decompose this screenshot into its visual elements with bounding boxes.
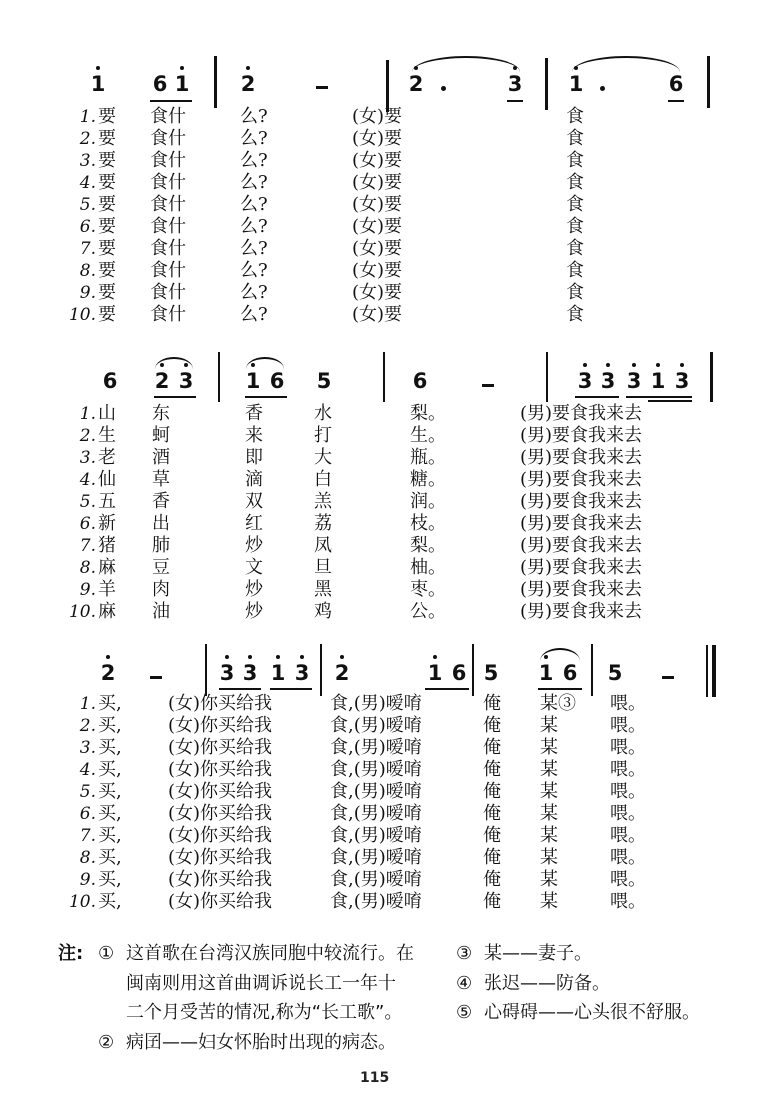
note: 3 bbox=[217, 661, 237, 685]
verse-number: 10. bbox=[68, 602, 96, 622]
lyric-c1: 买, bbox=[98, 781, 122, 802]
lyric-c5: 公。 bbox=[410, 601, 446, 622]
footnote-3: 某——妻子。 bbox=[484, 943, 592, 964]
lyric-c5: 食 bbox=[566, 128, 584, 149]
verse-number: 2. bbox=[79, 426, 96, 446]
lyric-c4: 俺 bbox=[483, 781, 501, 802]
note: 5 bbox=[483, 661, 499, 685]
lyric-c1: 买, bbox=[98, 715, 122, 736]
lyric-c1: 买, bbox=[98, 737, 122, 758]
verse-number: 1. bbox=[79, 107, 96, 127]
footnote-1-line-2: 闽南则用这首曲调诉说长工一年十 bbox=[126, 973, 396, 994]
note: 6 bbox=[269, 369, 285, 393]
lyric-c1: 要 bbox=[98, 150, 116, 171]
underline-beam bbox=[538, 688, 582, 690]
lyric-c4: 凤 bbox=[314, 535, 332, 556]
lyric-c5: 某 bbox=[540, 869, 558, 890]
underline-beam bbox=[154, 396, 196, 398]
verse-number: 8. bbox=[79, 261, 96, 281]
lyric-c1: 要 bbox=[98, 260, 116, 281]
underline-beam bbox=[150, 100, 192, 102]
lyric-c4: (女)要 bbox=[352, 172, 403, 193]
lyric-c2: (女)你买给我 bbox=[168, 737, 273, 758]
lyric-c4: 俺 bbox=[483, 891, 501, 912]
lyric-c6: (男)要食我来去 bbox=[520, 579, 643, 600]
lyric-c3: 即 bbox=[245, 447, 263, 468]
lyric-c6: (男)要食我来去 bbox=[520, 403, 643, 424]
footnote-5: 心碍碍——心头很不舒服。 bbox=[484, 1002, 700, 1023]
lyric-c2: 食什 bbox=[150, 106, 186, 127]
lyric-c1: 买, bbox=[98, 803, 122, 824]
lyric-c4: 俺 bbox=[483, 825, 501, 846]
lyric-c2: (女)你买给我 bbox=[168, 759, 273, 780]
lyric-c2: (女)你买给我 bbox=[168, 825, 273, 846]
footnote-marker: ① bbox=[98, 943, 115, 964]
note: 1 bbox=[268, 661, 288, 685]
underline-beam bbox=[626, 396, 692, 398]
lyric-c4: (女)要 bbox=[352, 238, 403, 259]
verse-number: 10. bbox=[68, 305, 96, 325]
lyric-c4: 羔 bbox=[314, 491, 332, 512]
lyric-c2: (女)你买给我 bbox=[168, 891, 273, 912]
lyric-c1: 麻 bbox=[98, 557, 116, 578]
page-number: 115 bbox=[360, 1070, 390, 1086]
lyric-c3: 双 bbox=[245, 491, 263, 512]
verse-number: 2. bbox=[79, 716, 96, 736]
lyric-c1: 买, bbox=[98, 869, 122, 890]
lyric-c3: 炒 bbox=[245, 535, 263, 556]
underline-beam bbox=[575, 396, 619, 398]
note: 3 bbox=[624, 369, 644, 393]
lyric-c2: 肺 bbox=[152, 535, 170, 556]
underline-beam bbox=[507, 100, 523, 102]
lyric-c5: 瓶。 bbox=[410, 447, 446, 468]
note: 1 bbox=[243, 369, 263, 393]
lyric-c1: 买, bbox=[98, 847, 122, 868]
lyric-c1: 老 bbox=[98, 447, 116, 468]
lyric-c3: 么? bbox=[240, 282, 268, 303]
lyric-c5: 润。 bbox=[410, 491, 446, 512]
note: 3 bbox=[292, 661, 312, 685]
verse-number: 10. bbox=[68, 892, 96, 912]
lyric-c4: (女)要 bbox=[352, 128, 403, 149]
lyric-c3: 食,(男)嗳唷 bbox=[330, 803, 422, 824]
lyric-c5: 食 bbox=[566, 282, 584, 303]
verse-number: 8. bbox=[79, 558, 96, 578]
lyric-c1: 生 bbox=[98, 425, 116, 446]
lyric-c3: 食,(男)嗳唷 bbox=[330, 715, 422, 736]
lyric-c1: 买, bbox=[98, 693, 122, 714]
verse-number: 5. bbox=[79, 782, 96, 802]
verse-number: 3. bbox=[79, 738, 96, 758]
note: 6 bbox=[102, 369, 118, 393]
lyric-c5: 食 bbox=[566, 216, 584, 237]
lyric-c6: (男)要食我来去 bbox=[520, 557, 643, 578]
underline-beam bbox=[425, 688, 469, 690]
barline bbox=[383, 352, 385, 402]
barline bbox=[472, 644, 474, 696]
note: 5 bbox=[607, 661, 623, 685]
lyric-c2: (女)你买给我 bbox=[168, 715, 273, 736]
lyric-c2: 东 bbox=[152, 403, 170, 424]
lyric-c5: 食 bbox=[566, 106, 584, 127]
lyric-c6: 喂。 bbox=[610, 891, 646, 912]
lyric-c6: 喂。 bbox=[610, 781, 646, 802]
final-barline-thin bbox=[706, 645, 708, 697]
lyric-c1: 仙 bbox=[98, 469, 116, 490]
lyric-c5: 柚。 bbox=[410, 557, 446, 578]
lyric-c1: 要 bbox=[98, 238, 116, 259]
lyric-c1: 要 bbox=[98, 216, 116, 237]
lyric-c4: 俺 bbox=[483, 693, 501, 714]
lyric-c4: (女)要 bbox=[352, 194, 403, 215]
verse-number: 1. bbox=[79, 694, 96, 714]
lyric-c1: 买, bbox=[98, 825, 122, 846]
lyric-c4: 黑 bbox=[314, 579, 332, 600]
note: 1 bbox=[566, 72, 586, 96]
lyric-c1: 要 bbox=[98, 106, 116, 127]
lyric-c2: (女)你买给我 bbox=[168, 803, 273, 824]
lyric-c6: 喂。 bbox=[610, 869, 646, 890]
underline-beam bbox=[270, 688, 312, 690]
lyric-c3: 么? bbox=[240, 260, 268, 281]
lyric-c5: 食 bbox=[566, 150, 584, 171]
lyric-c3: 么? bbox=[240, 150, 268, 171]
lyric-c2: (女)你买给我 bbox=[168, 693, 273, 714]
lyric-c5: 某 bbox=[540, 847, 558, 868]
lyric-c5: 某 bbox=[540, 803, 558, 824]
verse-number: 9. bbox=[79, 870, 96, 890]
lyric-c4: 俺 bbox=[483, 803, 501, 824]
lyric-c5: 梨。 bbox=[410, 535, 446, 556]
lyric-c3: 么? bbox=[240, 194, 268, 215]
lyric-c2: 食什 bbox=[150, 238, 186, 259]
lyric-c2: 食什 bbox=[150, 150, 186, 171]
barline bbox=[320, 644, 322, 696]
lyric-c1: 山 bbox=[98, 403, 116, 424]
note: 1 bbox=[536, 661, 556, 685]
lyric-c1: 要 bbox=[98, 282, 116, 303]
augmentation-dot bbox=[600, 86, 605, 91]
lyric-c4: (女)要 bbox=[352, 282, 403, 303]
lyric-c3: 来 bbox=[245, 425, 263, 446]
footnote-marker: ④ bbox=[456, 973, 473, 994]
lyric-c4: 白 bbox=[314, 469, 332, 490]
lyric-c4: (女)要 bbox=[352, 260, 403, 281]
lyric-c1: 麻 bbox=[98, 601, 116, 622]
verse-number: 3. bbox=[79, 151, 96, 171]
lyric-c6: 喂。 bbox=[610, 847, 646, 868]
lyric-c1: 羊 bbox=[98, 579, 116, 600]
verse-number: 4. bbox=[79, 470, 96, 490]
note: 1 bbox=[425, 661, 445, 685]
note: 5 bbox=[316, 369, 332, 393]
lyric-c4: 水 bbox=[314, 403, 332, 424]
lyric-c6: (男)要食我来去 bbox=[520, 601, 643, 622]
lyric-c3: 么? bbox=[240, 106, 268, 127]
footnote-marker: ⑤ bbox=[456, 1002, 473, 1023]
lyric-c5: 枣。 bbox=[410, 579, 446, 600]
verse-number: 9. bbox=[79, 283, 96, 303]
verse-number: 6. bbox=[79, 804, 96, 824]
lyric-c4: 俺 bbox=[483, 869, 501, 890]
dash-extension bbox=[662, 676, 674, 679]
lyric-c4: 俺 bbox=[483, 759, 501, 780]
underline-beam bbox=[219, 688, 261, 690]
lyric-c5: 食 bbox=[566, 194, 584, 215]
note: 1 bbox=[88, 72, 108, 96]
lyric-c3: 文 bbox=[245, 557, 263, 578]
lyric-c2: 食什 bbox=[150, 260, 186, 281]
note: 6 bbox=[451, 661, 467, 685]
underline-beam bbox=[668, 100, 684, 102]
note: 2 bbox=[406, 72, 426, 96]
verse-number: 1. bbox=[79, 404, 96, 424]
lyric-c4: 俺 bbox=[483, 847, 501, 868]
note: 2 bbox=[332, 661, 352, 685]
lyric-c4: 俺 bbox=[483, 737, 501, 758]
footnote-4: 张迟——防备。 bbox=[484, 973, 610, 994]
lyric-c3: 炒 bbox=[245, 579, 263, 600]
lyric-c5: 食 bbox=[566, 238, 584, 259]
lyric-c3: 食,(男)嗳唷 bbox=[330, 825, 422, 846]
note: 3 bbox=[598, 369, 618, 393]
lyric-c3: 食,(男)嗳唷 bbox=[330, 781, 422, 802]
note: 3 bbox=[505, 72, 525, 96]
verse-number: 3. bbox=[79, 448, 96, 468]
lyric-c6: (男)要食我来去 bbox=[520, 425, 643, 446]
slur bbox=[572, 56, 680, 72]
augmentation-dot bbox=[441, 86, 446, 91]
lyric-c5: 枝。 bbox=[410, 513, 446, 534]
lyric-c4: 大 bbox=[314, 447, 332, 468]
underline-beam bbox=[245, 396, 287, 398]
lyric-c6: 喂。 bbox=[610, 759, 646, 780]
lyric-c4: 俺 bbox=[483, 715, 501, 736]
lyric-c4: (女)要 bbox=[352, 304, 403, 325]
lyric-c3: 滴 bbox=[245, 469, 263, 490]
lyric-c4: (女)要 bbox=[352, 150, 403, 171]
lyric-c2: 酒 bbox=[152, 447, 170, 468]
lyric-c3: 食,(男)嗳唷 bbox=[330, 759, 422, 780]
verse-number: 5. bbox=[79, 195, 96, 215]
barline bbox=[546, 352, 548, 402]
lyric-c1: 要 bbox=[98, 304, 116, 325]
lyric-c3: 食,(男)嗳唷 bbox=[330, 847, 422, 868]
note: 6 bbox=[668, 72, 684, 96]
note: 2 bbox=[152, 369, 172, 393]
footnote-2: 病囝——妇女怀胎时出现的病态。 bbox=[126, 1032, 396, 1053]
verse-number: 2. bbox=[79, 129, 96, 149]
note: 1 bbox=[648, 369, 668, 393]
lyric-c2: 食什 bbox=[150, 216, 186, 237]
lyric-c3: 么? bbox=[240, 238, 268, 259]
barline bbox=[710, 352, 713, 402]
lyric-c5: 生。 bbox=[410, 425, 446, 446]
footnote-1-line-3: 二个月受苦的情况,称为“长工歌”。 bbox=[126, 1002, 403, 1023]
lyric-c2: 食什 bbox=[150, 194, 186, 215]
lyric-c5: 梨。 bbox=[410, 403, 446, 424]
barline bbox=[707, 56, 710, 108]
lyric-c5: 食 bbox=[566, 172, 584, 193]
footnote-marker: ③ bbox=[456, 943, 473, 964]
lyric-c3: 香 bbox=[245, 403, 263, 424]
verse-number: 7. bbox=[79, 536, 96, 556]
lyric-c6: 喂。 bbox=[610, 715, 646, 736]
footnote-marker: ② bbox=[98, 1032, 115, 1053]
final-barline-thick bbox=[712, 645, 716, 697]
verse-number: 6. bbox=[79, 514, 96, 534]
lyric-c3: 红 bbox=[245, 513, 263, 534]
note: 6 bbox=[562, 661, 578, 685]
note: 3 bbox=[176, 369, 196, 393]
lyric-c5: 某 bbox=[540, 781, 558, 802]
verse-number: 9. bbox=[79, 580, 96, 600]
lyric-c2: 蚵 bbox=[152, 425, 170, 446]
lyric-c1: 要 bbox=[98, 172, 116, 193]
lyric-c2: (女)你买给我 bbox=[168, 781, 273, 802]
verse-number: 6. bbox=[79, 217, 96, 237]
slur bbox=[412, 56, 520, 72]
lyric-c5: 某③ bbox=[540, 693, 576, 714]
lyric-c1: 猪 bbox=[98, 535, 116, 556]
lyric-c5: 糖。 bbox=[410, 469, 446, 490]
lyric-c6: (男)要食我来去 bbox=[520, 469, 643, 490]
underline-beam-double bbox=[648, 400, 692, 402]
note: 2 bbox=[238, 72, 258, 96]
verse-number: 4. bbox=[79, 173, 96, 193]
barline bbox=[205, 644, 207, 696]
barline bbox=[386, 60, 389, 112]
lyric-c2: (女)你买给我 bbox=[168, 869, 273, 890]
lyric-c2: 食什 bbox=[150, 172, 186, 193]
barline bbox=[545, 58, 548, 110]
lyric-c3: 么? bbox=[240, 172, 268, 193]
lyric-c6: (男)要食我来去 bbox=[520, 447, 643, 468]
lyric-c2: 出 bbox=[152, 513, 170, 534]
lyric-c3: 么? bbox=[240, 304, 268, 325]
lyric-c4: 旦 bbox=[314, 557, 332, 578]
lyric-c2: 食什 bbox=[150, 128, 186, 149]
lyric-c4: (女)要 bbox=[352, 216, 403, 237]
lyric-c5: 某 bbox=[540, 825, 558, 846]
lyric-c2: 食什 bbox=[150, 304, 186, 325]
lyric-c6: 喂。 bbox=[610, 693, 646, 714]
lyric-c4: 荔 bbox=[314, 513, 332, 534]
note: 3 bbox=[575, 369, 595, 393]
note: 6 bbox=[152, 72, 168, 96]
footnote-label: 注: bbox=[58, 943, 84, 964]
lyric-c2: 油 bbox=[152, 601, 170, 622]
lyric-c5: 某 bbox=[540, 891, 558, 912]
note: 3 bbox=[672, 369, 692, 393]
lyric-c6: (男)要食我来去 bbox=[520, 513, 643, 534]
lyric-c3: 食,(男)嗳唷 bbox=[330, 869, 422, 890]
footnote-1-line-1: 这首歌在台湾汉族同胞中较流行。在 bbox=[126, 943, 414, 964]
lyric-c4: 鸡 bbox=[314, 601, 332, 622]
lyric-c5: 某 bbox=[540, 715, 558, 736]
verse-number: 7. bbox=[79, 826, 96, 846]
lyric-c5: 食 bbox=[566, 304, 584, 325]
lyric-c3: 食,(男)嗳唷 bbox=[330, 891, 422, 912]
barline bbox=[218, 352, 220, 402]
lyric-c3: 炒 bbox=[245, 601, 263, 622]
lyric-c6: (男)要食我来去 bbox=[520, 491, 643, 512]
lyric-c1: 要 bbox=[98, 194, 116, 215]
lyric-c3: 么? bbox=[240, 128, 268, 149]
lyric-c1: 新 bbox=[98, 513, 116, 534]
dash-extension bbox=[150, 676, 162, 679]
lyric-c2: 香 bbox=[152, 491, 170, 512]
verse-number: 4. bbox=[79, 760, 96, 780]
lyric-c6: 喂。 bbox=[610, 825, 646, 846]
note: 1 bbox=[172, 72, 192, 96]
lyric-c4: 打 bbox=[314, 425, 332, 446]
lyric-c6: 喂。 bbox=[610, 803, 646, 824]
lyric-c2: 草 bbox=[152, 469, 170, 490]
note: 6 bbox=[412, 369, 428, 393]
lyric-c6: 喂。 bbox=[610, 737, 646, 758]
lyric-c1: 买, bbox=[98, 759, 122, 780]
lyric-c2: 豆 bbox=[152, 557, 170, 578]
note: 2 bbox=[98, 661, 118, 685]
lyric-c4: (女)要 bbox=[352, 106, 403, 127]
lyric-c2: (女)你买给我 bbox=[168, 847, 273, 868]
verse-number: 5. bbox=[79, 492, 96, 512]
dash-extension bbox=[316, 86, 328, 89]
dash-extension bbox=[482, 384, 494, 387]
lyric-c1: 五 bbox=[98, 491, 116, 512]
lyric-c3: 食,(男)嗳唷 bbox=[330, 693, 422, 714]
lyric-c5: 某 bbox=[540, 737, 558, 758]
lyric-c5: 食 bbox=[566, 260, 584, 281]
lyric-c1: 要 bbox=[98, 128, 116, 149]
lyric-c2: 肉 bbox=[152, 579, 170, 600]
lyric-c5: 某 bbox=[540, 759, 558, 780]
verse-number: 8. bbox=[79, 848, 96, 868]
barline bbox=[214, 56, 217, 108]
note: 3 bbox=[240, 661, 260, 685]
lyric-c3: 食,(男)嗳唷 bbox=[330, 737, 422, 758]
lyric-c2: 食什 bbox=[150, 282, 186, 303]
lyric-c6: (男)要食我来去 bbox=[520, 535, 643, 556]
lyric-c3: 么? bbox=[240, 216, 268, 237]
verse-number: 7. bbox=[79, 239, 96, 259]
lyric-c1: 买, bbox=[98, 891, 122, 912]
barline bbox=[591, 644, 593, 696]
